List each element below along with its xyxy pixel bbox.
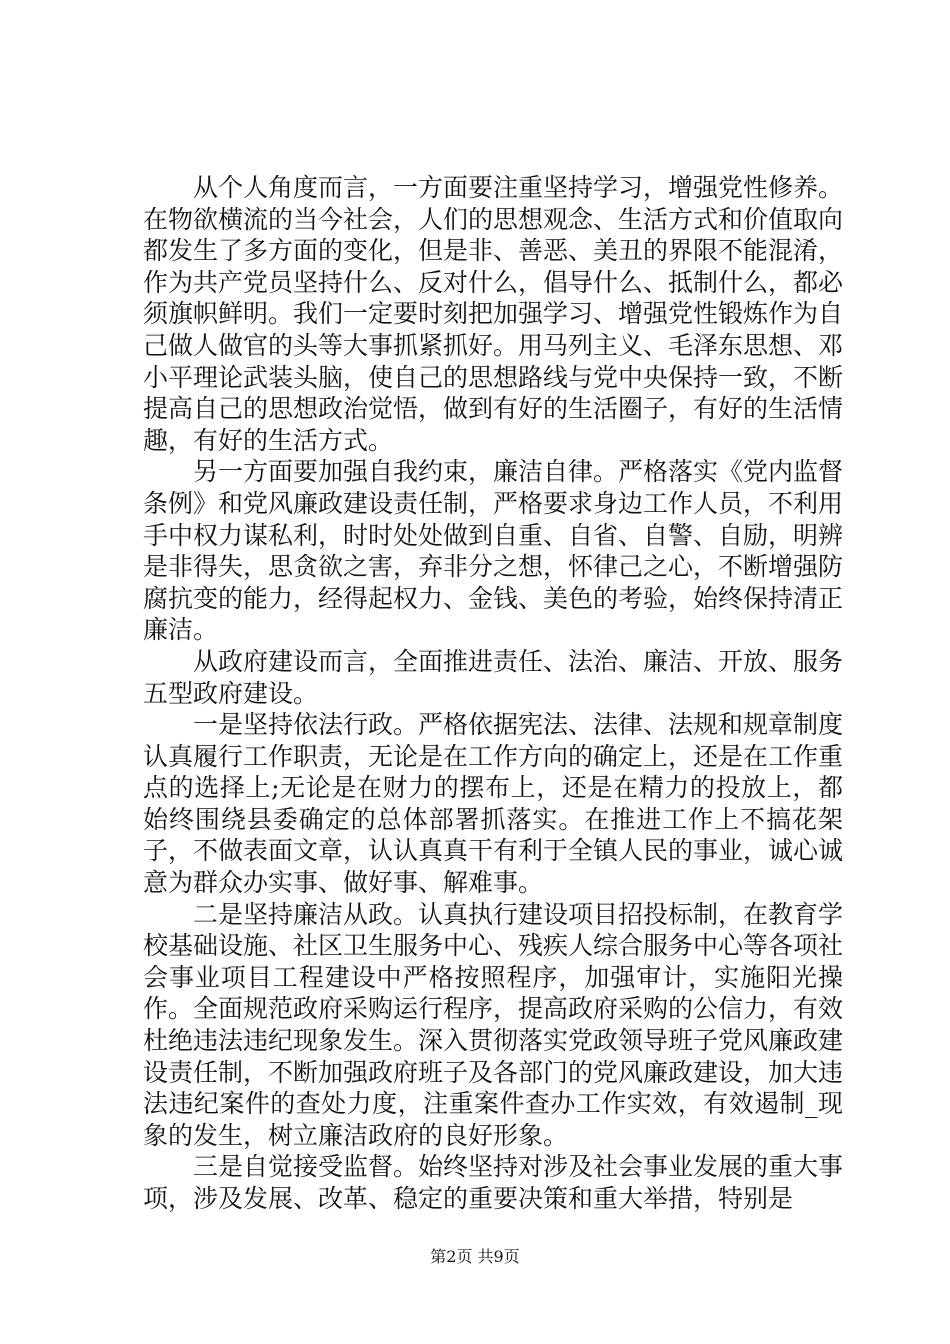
page-footer: 第2页 共9页 bbox=[430, 1247, 520, 1266]
paragraph-3: 从政府建设而言，全面推进责任、法治、廉洁、开放、服务五型政府建设。 bbox=[143, 646, 844, 708]
paragraph-1: 从个人角度而言，一方面要注重坚持学习，增强党性修养。在物欲横流的当今社会，人们的思想观念、生活方式和价值取向都发生了多方面的变化，但是非、善恶、美丑的界限不能混淆，作为共产党员坚持什么、反对什么，倡导什么、抵制什么，都必须旗帜鲜明。我们一定要时刻把加强学习、增强党性锻炼作为自己做人做官的头等大事抓紧抓好。用马列主义、毛泽东思想、邓小平理论武装头脑，使自己的思想路线与党中央保持一致，不断提高自己的思想政治觉悟，做到有好的生活圈子，有好的生活情趣，有好的生活方式。 bbox=[143, 173, 844, 455]
paragraph-6: 三是自觉接受监督。始终坚持对涉及社会事业发展的重大事项，涉及发展、改革、稳定的重要决策和重大举措，特别是 bbox=[143, 1152, 844, 1213]
document-body bbox=[143, 172, 843, 1215]
paragraph-5: 二是坚持廉洁从政。认真执行建设项目招投标制，在教育学校基础设施、社区卫生服务中心、残疾人综合服务中心等各项社会事业项目工程建设中严格按照程序，加强审计，实施阳光操作。全面规范政府采购运行程序，提高政府采购的公信力，有效杜绝违法违纪现象发生。深入贯彻落实党政领导班子党风廉政建设责任制，不断加强政府班子及各部门的党风廉政建设，加大违法违纪案件的查处力度，注重案件查办工作实效，有效遏制_现象的发生，树立廉洁政府的良好形象。 bbox=[143, 899, 844, 1150]
paragraph-4: 一是坚持依法行政。严格依据宪法、法律、法规和规章制度认真履行工作职责，无论是在工作方向的确定上，还是在工作重点的选择上;无论是在财力的摆布上，还是在精力的投放上，都始终围绕县委确定的总体部署抓落实。在推进工作上不搞花架子，不做表面文章，认认真真干有利于全镇人民的事业，诚心诚意为群众办实事、做好事、解难事。 bbox=[143, 710, 844, 898]
paragraph-2: 另一方面要加强自我约束，廉洁自律。严格落实《党内监督条例》和党风廉政建设责任制，严格要求身边工作人员，不利用手中权力谋私利，时时处处做到自重、自省、自警、自励，明辨是非得失，思贪欲之害，弃非分之想，怀律己之心，不断增强防腐抗变的能力，经得起权力、金钱、美色的考验，始终保持清正廉洁。 bbox=[143, 457, 844, 645]
